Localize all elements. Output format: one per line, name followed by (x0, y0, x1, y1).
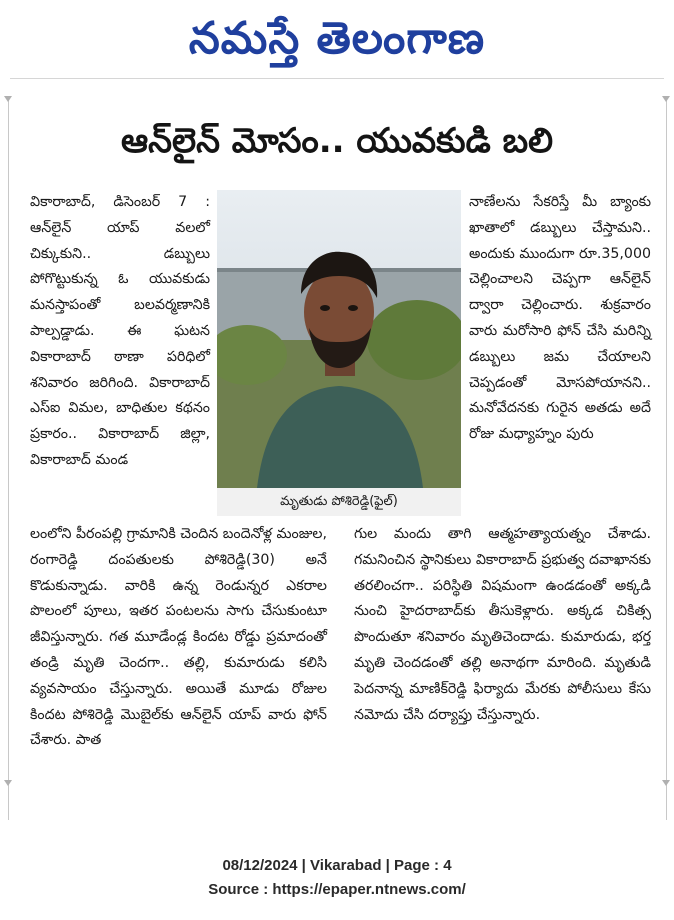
photo-caption: మృతుడు పోశిరెడ్డి(ఫైల్) (217, 488, 461, 516)
crop-mark-icon (662, 96, 670, 102)
article-column-left (30, 190, 210, 474)
masthead (0, 0, 674, 80)
crop-mark-icon (4, 96, 12, 102)
page-frame-left (8, 96, 9, 820)
article-headline: ఆన్‌లైన్ మోసం.. యువకుడి బలి (120, 121, 553, 161)
source-link[interactable]: Source : https://epaper.ntnews.com/ (208, 881, 466, 898)
article-column-lower-left (30, 522, 327, 754)
page-footer (0, 854, 674, 902)
article-text: గుల మందు తాగి ఆత్మహత్యాయత్నం చేశాడు. గమనించిన స్థానికులు వికారాబాద్ ప్రభుత్వ దవాఖానకు తరలించగా.. పరిస్థితి విషమంగా ఉండడంతో అక్కడి నుంచి హైదరాబాద్‌కు తీసుకెళ్లారు. అక్కడ చికిత్స పొందుతూ శనివారం మృతిచెందాడు. కుమారుడు, భర్త మృతి చెందడంతో తల్లి అనాథగా మారింది. మృతుడి పెదనాన్న మాణిక్‌రెడ్డి ఫిర్యాదు మేరకు పోలీసులు కేసు నమోదు చేసి దర్యాప్తు చేస్తున్నారు. (354, 526, 651, 723)
article-text: లంలోని పీరంపల్లి గ్రామానికి చెందిన బందెనోళ్ల మంజుల, రంగారెడ్డి దంపతులకు పోశిరెడ్డి(30) అనే కొడుకున్నాడు. వారికి ఉన్న రెండున్నర ఎకరాల పొలంలో పూలు, ఇతర పంటలను సాగు చేసుకుంటూ జీవిస్తున్నారు. గత మూడేండ్ల కిందట రోడ్డు ప్రమాదంతో తండ్రి మృతి చెందగా.. తల్లి, కుమారుడు కలిసి వ్యవసాయం చేస్తున్నారు. అయితే మూడు రోజుల కిందట పోశిరెడ్డి మొబైల్‌కు ఆన్‌లైన్ యాప్ వారు ఫోన్ చేశారు. పాత (30, 526, 327, 749)
masthead-divider (10, 78, 664, 79)
article-text: నాణేలను సేకరిస్తే మీ బ్యాంకు ఖాతాలో డబ్బులు చేస్తామని.. అందుకు ముందుగా రూ.35,000 చెల్లించాలని చెప్పగా ఆన్‌లైన్ ద్వారా చెల్లించారు. శుక్రవారం వారు మరోసారి ఫోన్ చేసి మరిన్ని డబ్బులు జమ చేయాలని చెప్పడంతో మోసపోయానని.. మనోవేదనకు గురైన అతడు అదే రోజు మధ్యాహ్నం పురు (469, 194, 651, 443)
article-text: వికారాబాద్, డిసెంబర్ 7 : ఆన్‌లైన్ యాప్ వలలో చిక్కుకుని.. డబ్బులు పోగొట్టుకున్న ఓ యువకుడు మనస్తాపంతో బలవర్మణానికి పాల్పడ్డాడు. ఈ ఘటన వికారాబాద్ ఠాణా పరిధిలో శనివారం జరిగింది. వికారాబాద్ ఎస్‌ఐ విమల, బాధితుల కథనం ప్రకారం.. వికారాబాద్ జిల్లా, వికారాబాద్ మండ (30, 194, 210, 468)
edition-info: 08/12/2024 | Vikarabad | Page : 4 (222, 857, 452, 874)
article-column-right (469, 190, 651, 448)
newspaper-title: నమస్తే తెలంగాణ (188, 13, 486, 64)
page-frame-right (666, 96, 667, 820)
crop-mark-icon (4, 780, 12, 786)
crop-mark-icon (662, 780, 670, 786)
article-photo (217, 190, 461, 516)
portrait-image (217, 190, 461, 488)
article-column-lower-right (354, 522, 651, 754)
article-lower-section (30, 522, 651, 754)
